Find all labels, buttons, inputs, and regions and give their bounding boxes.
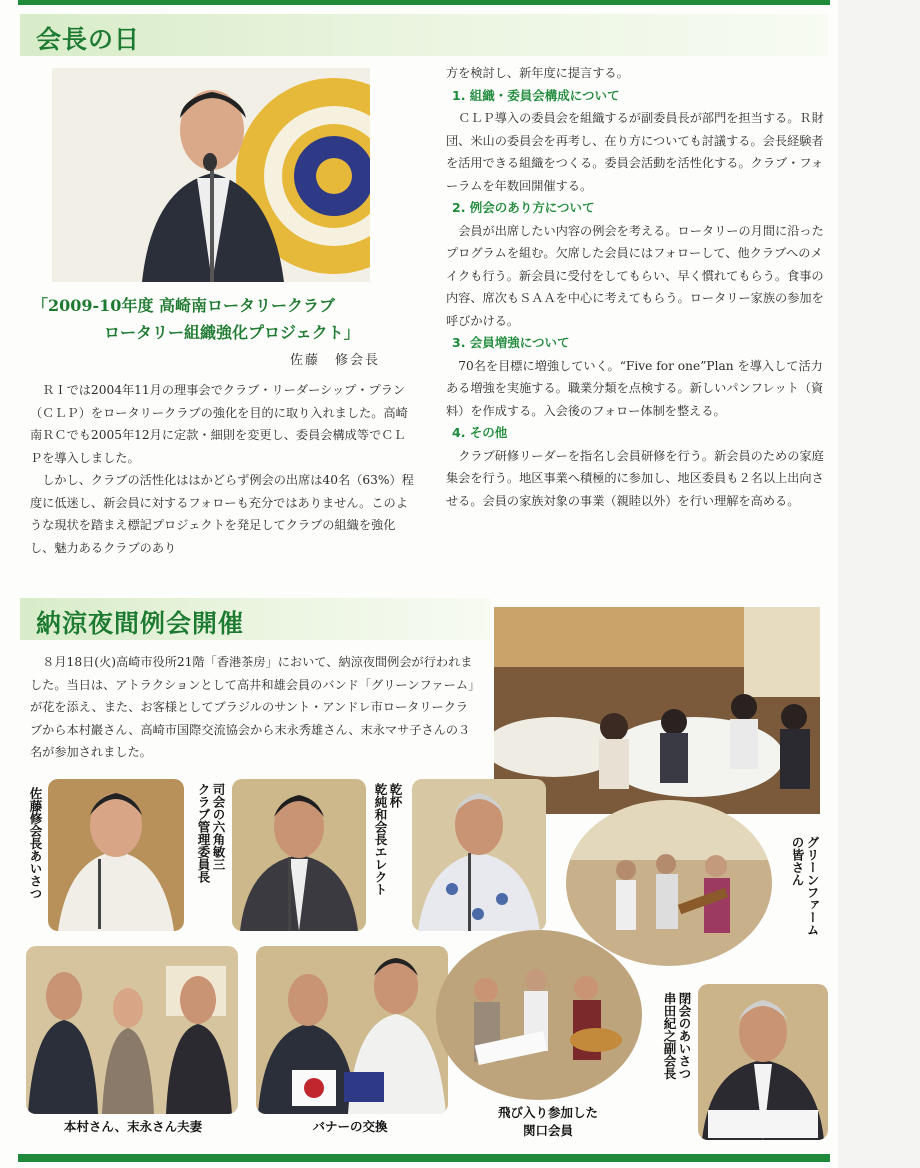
paragraph: ＲＩでは2004年11月の理事会でクラブ・リーダーシップ・プラン（ＣＬＰ）をロータリークラブの強化を目的に取り入れました。高崎南ＲＣでも2005年12月に定款・細則を変更し、委員会構成等でＣＬＰを導入しました。: [30, 383, 408, 465]
president-left-column: [30, 379, 416, 559]
item-heading: 1. 組織・委員会構成について: [452, 87, 620, 103]
author-name: 佐藤 修会長: [290, 353, 381, 368]
caption-rokkaku: 司会の六角敏三 クラブ管理委員長: [196, 783, 226, 883]
clp-title-line1: 「2009-10年度 高崎南ロータリークラブ: [32, 296, 336, 315]
caption-closing: 閉会のあいさつ 串田紀之副会長: [662, 992, 692, 1080]
photo-kanpai: [412, 779, 546, 931]
photo-sato-greeting: [48, 779, 184, 931]
photo-banner-exchange: [256, 946, 448, 1114]
item-heading: 4. その他: [452, 425, 508, 440]
item-text: 70名を目標に増強していく。“Five for one”Plan を導入して活力ある増強を実施する。職業分類を点検する。新しいパンフレット（資料）を作成する。入会後のフォロー体制を整える。: [446, 358, 824, 418]
item-text: 会員が出席したい内容の例会を考える。ロータリーの月間に沿ったプログラムを組む。欠席した会員にはフォローして、他クラブへのメイクも行う。新会員に受付をしてもらい、早く慣れてもらう。食事の内容、席次もＳＡＡを中心に考えてもらう。ロータリー家族の参加を呼びかける。: [446, 223, 824, 328]
photo-motomura-suenaga: [26, 946, 238, 1114]
paragraph: しかし、クラブの活性化ははかどらず例会の出席は40名（63%）程度に低迷し、新会員に対するフォローも充分ではありません。このような現状を踏まえ標記プロジェクトを発足してクラブの組織を強化し、魅力あるクラブのあり: [30, 473, 414, 555]
bottom-rule: [18, 1154, 830, 1162]
section-title: 会長の日: [36, 25, 141, 54]
summer-paragraph: [30, 651, 478, 764]
item-text: ＣＬＰ導入の委員会を組織するが副委員長が部門を担当する。Ｒ財団、米山の委員会を再考し、在り方についても討議する。会長経験者を活用できる組織をつくる。委員会活動を活性化する。クラブ・フォーラムを年数回開催する。: [446, 111, 824, 193]
section-header-president: [20, 14, 828, 56]
president-right-column: [446, 62, 830, 512]
paragraph: 方を検討し、新年度に提言する。: [446, 66, 629, 80]
caption-sato: 佐藤修会長あいさつ: [28, 787, 43, 900]
caption-green-farm: グリーンファーム の皆さん: [790, 836, 820, 936]
item-heading: 3. 会員増強について: [452, 335, 570, 350]
president-photo: [52, 68, 370, 282]
photo-green-farm-band: [566, 800, 772, 966]
clp-project-title: [32, 292, 412, 346]
caption-banner: バナーの交換: [312, 1119, 388, 1134]
caption-sekiguchi: 飛び入り参加した 関口会員: [497, 1105, 598, 1138]
item-text: クラブ研修リーダーを指名し会員研修を行う。新会員のための家庭集会を行う。地区事業へ積極的に参加し、地区委員も２名以上出向させる。会員の家族対象の事業（親睦以外）を行い理解を高める。: [446, 448, 824, 508]
page-margin: [838, 0, 920, 1168]
photo-rokkaku: [232, 779, 366, 931]
paragraph: ８月18日(火)高崎市役所21階「香港茶房」において、納涼夜間例会が行われました。当日は、アトラクションとして高井和雄会員のバンド「グリーンファーム」が花を添え、また、お客様としてブラジルのサント・アンドレ市ロータリークラブから本村巖さん、高崎市国際交流協会から末永秀雄さん、末永マサ子さんの３名が参加されました。: [30, 655, 475, 759]
photo-closing: [698, 984, 828, 1140]
section-title: 納涼夜間例会開催: [36, 609, 245, 638]
photo-sekiguchi: [436, 930, 642, 1100]
clp-title-line2: ロータリー組織強化プロジェクト」: [104, 323, 360, 342]
caption-kanpai: 乾杯 乾純和会長エレクト: [373, 783, 403, 896]
caption-motomura: 本村さん、末永さん夫妻: [63, 1119, 203, 1134]
item-heading: 2. 例会のあり方について: [452, 200, 595, 215]
section-header-summer: [20, 598, 490, 640]
top-rule: [18, 0, 830, 5]
